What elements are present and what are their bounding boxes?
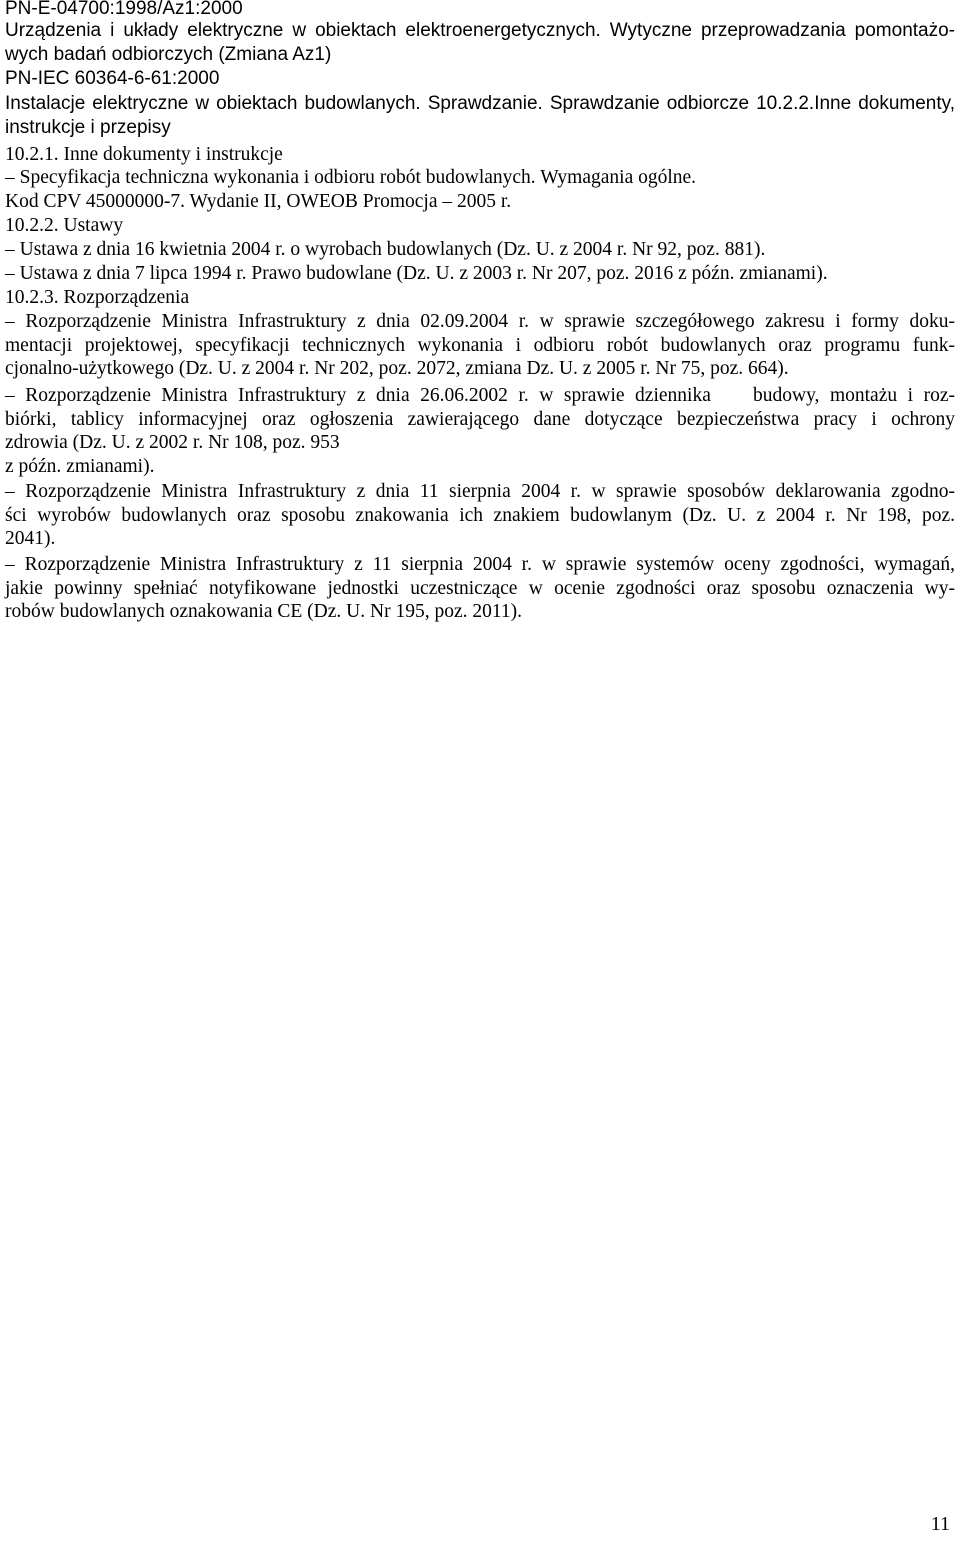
text-line: 2041). bbox=[5, 528, 56, 549]
list-item bbox=[5, 384, 955, 478]
text-line: Instalacje elektryczne w obiektach budowlanych. Sprawdzanie. Sprawdzanie odbiorcze 10.2.2.Inne dokumenty, bbox=[5, 93, 955, 114]
text-line: cjonalno-użytkowego (Dz. U. z 2004 r. Nr 202, poz. 2072, zmiana Dz. U. z 2005 r. Nr 75, poz. 664). bbox=[5, 358, 789, 379]
text-line: z późn. zmianami). bbox=[5, 455, 155, 477]
text-line: biórki, tablicy informacyjnej oraz ogłoszenia zawierającego dane dotyczące bezpieczeństwa pracy i ochrony bbox=[5, 408, 955, 430]
standard-title-paragraph bbox=[5, 19, 955, 67]
text-line: jakie powinny spełniać notyfikowane jednostki uczestniczące w ocenie zgodności oraz sposobu oznaczenia wy- bbox=[5, 577, 955, 599]
section-heading: 10.2.3. Rozporządzenia bbox=[5, 287, 190, 308]
list-item: – Ustawa z dnia 7 lipca 1994 r. Prawo budowlane (Dz. U. z 2003 r. Nr 207, poz. 2016 z późn. zmianami). bbox=[5, 263, 828, 284]
text-line: – Rozporządzenie Ministra Infrastruktury z 11 sierpnia 2004 r. w sprawie systemów oceny zgodności, wymagań, bbox=[5, 554, 955, 575]
text-line: instrukcje i przepisy bbox=[5, 117, 171, 138]
list-item bbox=[5, 480, 955, 551]
standard-code: PN-E-04700:1998/Az1:2000 bbox=[5, 0, 243, 19]
text-line: wych badań odbiorczych (Zmiana Az1) bbox=[5, 44, 332, 65]
text-line: Kod CPV 45000000-7. Wydanie II, OWEOB Promocja – 2005 r. bbox=[5, 191, 512, 212]
text-line: zdrowia (Dz. U. z 2002 r. Nr 108, poz. 953 bbox=[5, 432, 340, 453]
standard-title-paragraph bbox=[5, 92, 955, 140]
text-line: robów budowlanych oznakowania CE (Dz. U. Nr 195, poz. 2011). bbox=[5, 601, 522, 622]
page-number: 11 bbox=[930, 1513, 950, 1535]
text-line: – Rozporządzenie Ministra Infrastruktury z dnia 02.09.2004 r. w sprawie szczegółowego zakresu i formy doku- bbox=[5, 311, 955, 332]
text-line: Urządzenia i układy elektryczne w obiektach elektroenergetycznych. Wytyczne przeprowadzania pomontażo- bbox=[5, 20, 955, 41]
list-item bbox=[5, 310, 955, 381]
section-heading: 10.2.1. Inne dokumenty i instrukcje bbox=[5, 144, 283, 165]
text-line: mentacji projektowej, specyfikacji technicznych wykonania i odbioru robót budowlanych oraz programu funk- bbox=[5, 334, 955, 356]
text-line: ści wyrobów budowlanych oraz sposobu znakowania ich znakiem budowlanym (Dz. U. z 2004 r. Nr 198, poz. bbox=[5, 504, 955, 526]
section-heading: 10.2.2. Ustawy bbox=[5, 215, 124, 236]
standard-code: PN-IEC 60364-6-61:2000 bbox=[5, 68, 220, 89]
list-item bbox=[5, 553, 955, 624]
list-item: – Specyfikacja techniczna wykonania i odbioru robót budowlanych. Wymagania ogólne. bbox=[5, 167, 697, 188]
text-line: – Rozporządzenie Ministra Infrastruktury z dnia 11 sierpnia 2004 r. w sprawie sposobów deklarowania zgodno- bbox=[5, 481, 955, 502]
text-line: – Rozporządzenie Ministra Infrastruktury z dnia 26.06.2002 r. w sprawie dziennika budowy, montażu i roz- bbox=[5, 385, 955, 406]
list-item: – Ustawa z dnia 16 kwietnia 2004 r. o wyrobach budowlanych (Dz. U. z 2004 r. Nr 92, poz. 881). bbox=[5, 239, 766, 260]
